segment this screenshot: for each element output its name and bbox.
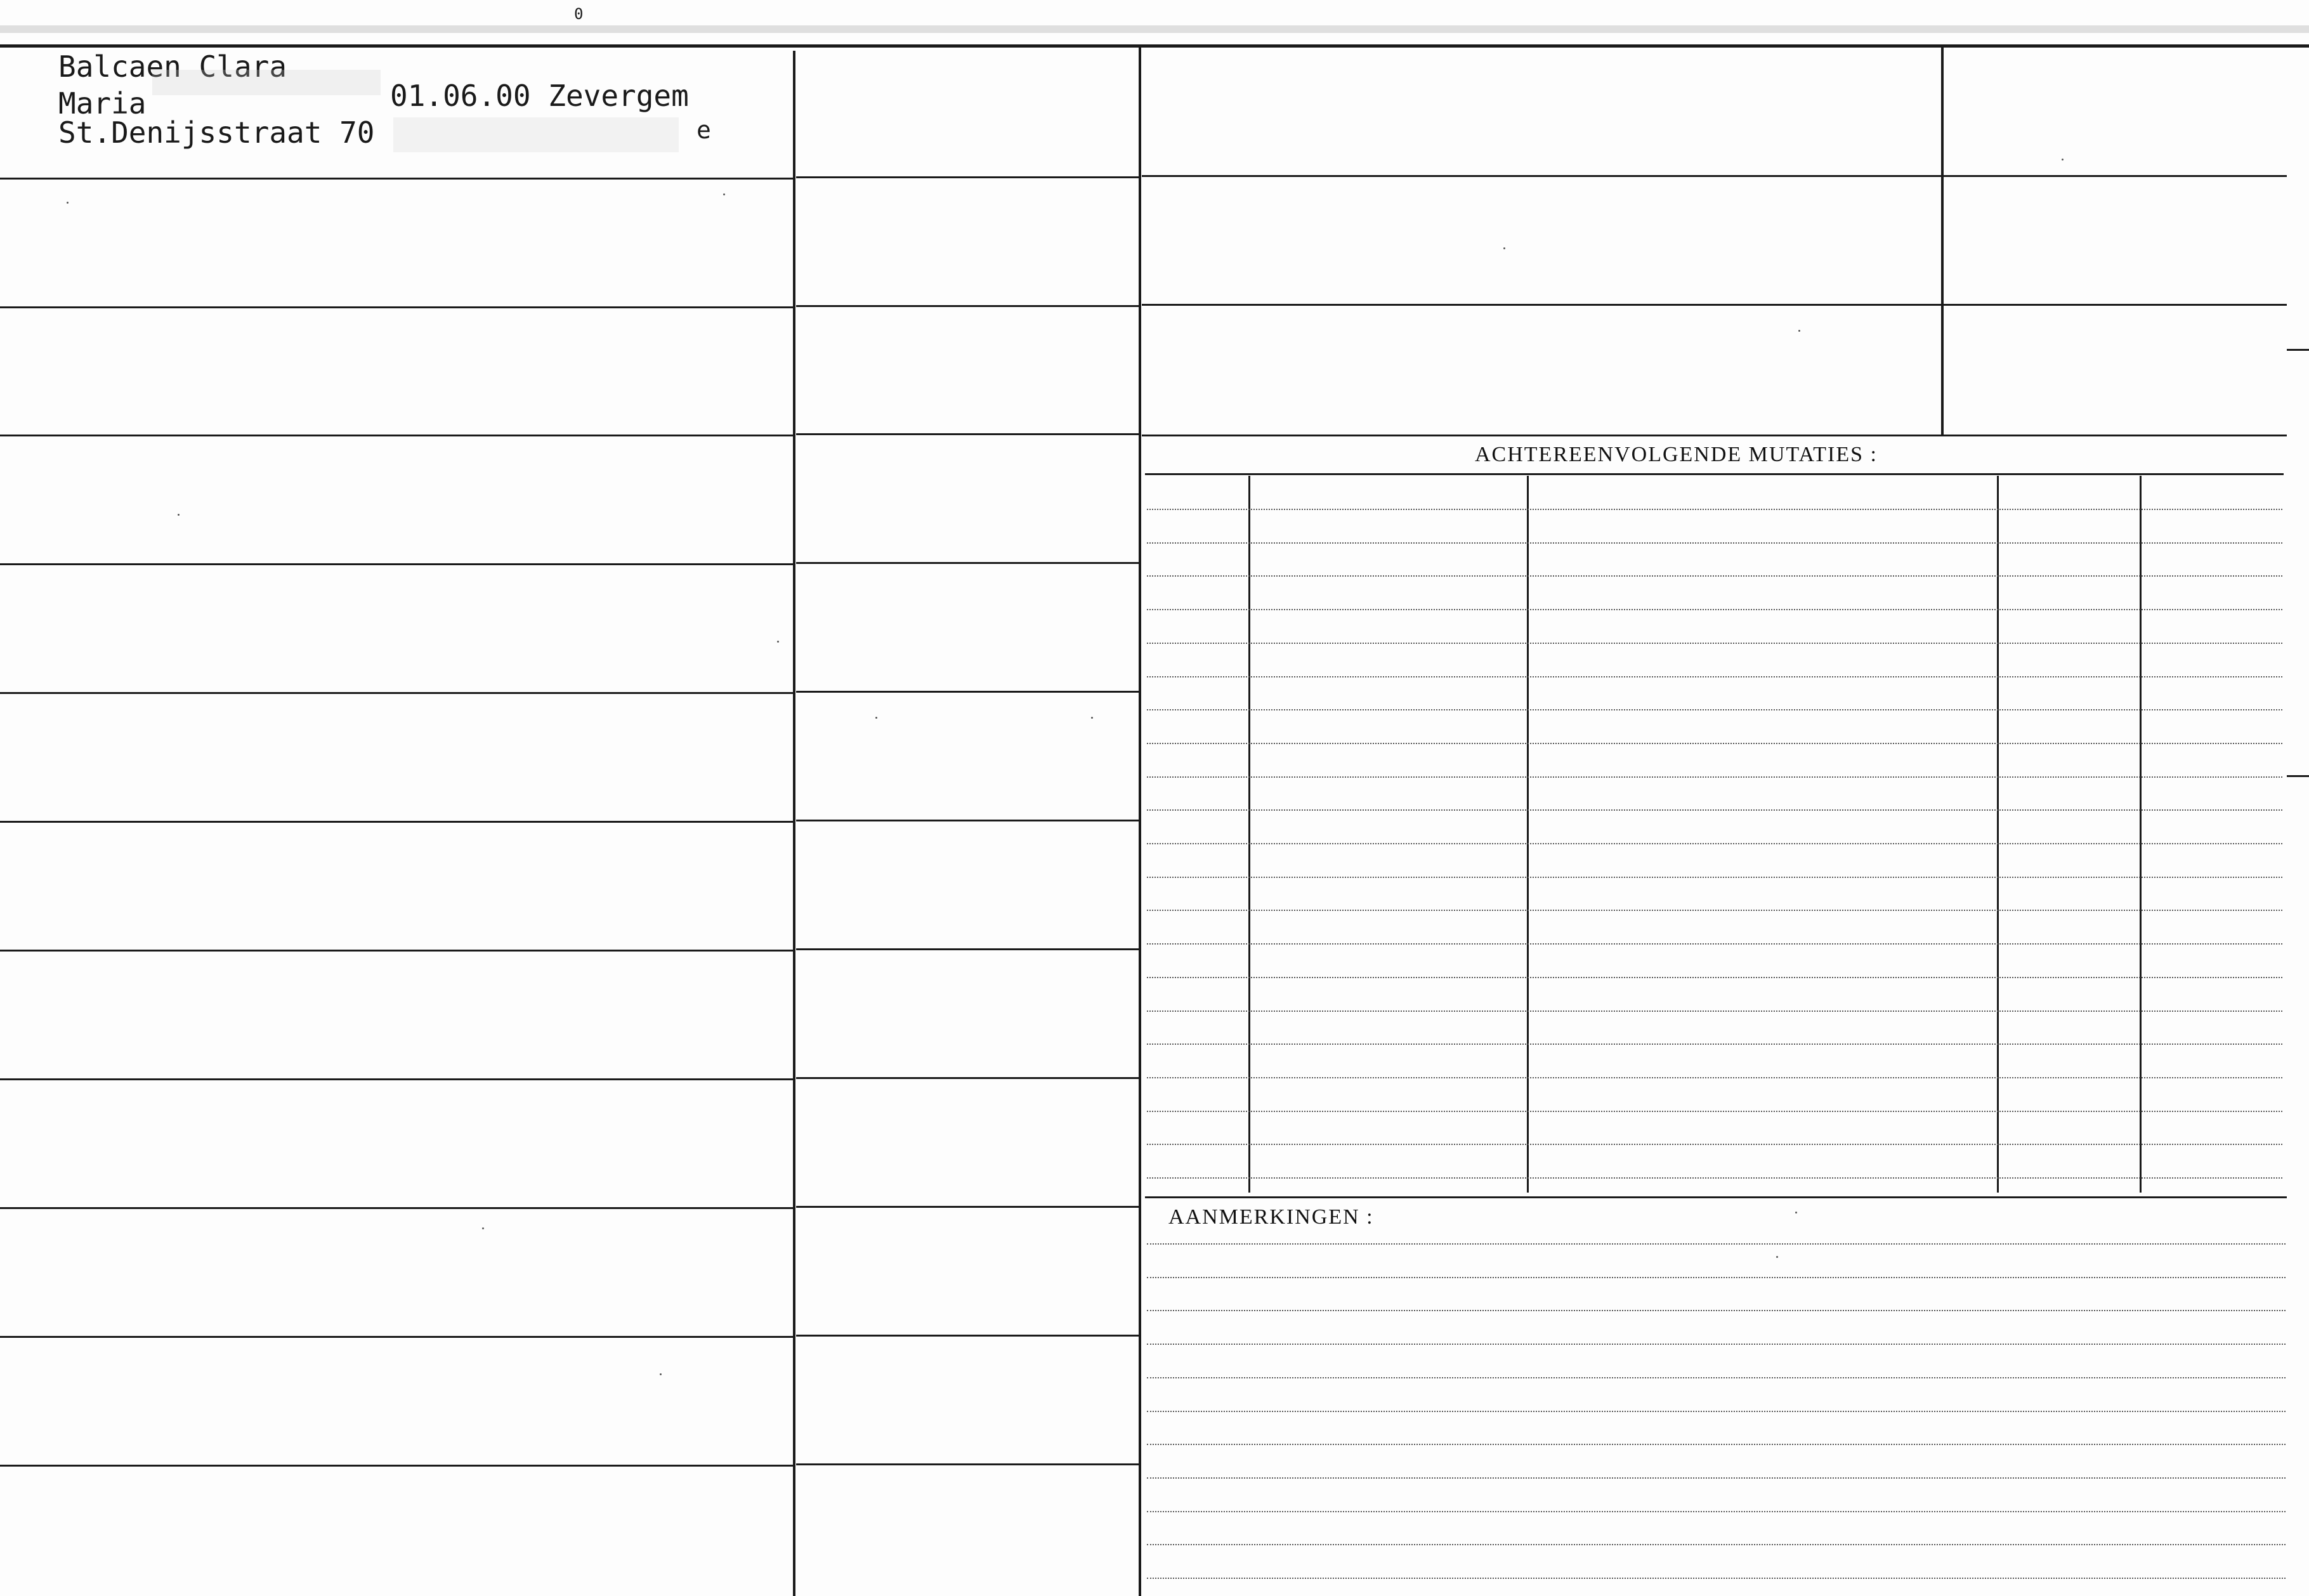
- top-rule: [0, 44, 2309, 48]
- mutaties-row-line: [1147, 809, 2282, 811]
- speck: [875, 717, 877, 719]
- column-divider-1: [793, 51, 795, 1596]
- mutaties-bottom-rule: [1145, 1196, 2287, 1198]
- smudge: [152, 70, 381, 95]
- row-rule: [0, 563, 793, 565]
- speck: [1776, 1256, 1778, 1258]
- mutaties-row-line: [1147, 1011, 2282, 1012]
- speck: [67, 202, 69, 204]
- mutaties-col: [1248, 476, 1250, 1193]
- mutaties-row-line: [1147, 910, 2282, 911]
- aanmerkingen-row-line: [1147, 1511, 2286, 1512]
- mutaties-row-line: [1147, 1043, 2282, 1045]
- mutaties-row-line: [1147, 676, 2282, 677]
- aanmerkingen-row-line: [1147, 1578, 2286, 1579]
- mutaties-row-line: [1147, 1177, 2282, 1179]
- column-divider-3: [1941, 48, 1944, 435]
- mutaties-col: [2140, 476, 2142, 1193]
- aanmerkingen-row-line: [1147, 1344, 2286, 1345]
- mutaties-row-line: [1147, 1111, 2282, 1112]
- row-rule: [1142, 304, 2287, 306]
- aanmerkingen-row-line: [1147, 1477, 2286, 1479]
- mutaties-row-line: [1147, 643, 2282, 644]
- row-rule: [796, 948, 1139, 950]
- aanmerkingen-row-line: [1147, 1377, 2286, 1378]
- mutaties-title: ACHTEREENVOLGENDE MUTATIES :: [1475, 443, 1878, 466]
- aanmerkingen-row-line: [1147, 1444, 2286, 1445]
- aanmerkingen-row-line: [1147, 1277, 2286, 1278]
- speck: [1798, 330, 1800, 332]
- row-rule: [796, 1077, 1139, 1079]
- smudge: [393, 117, 679, 152]
- row-rule: [796, 176, 1139, 178]
- mutaties-row-line: [1147, 843, 2282, 844]
- speck: [660, 1373, 662, 1375]
- top-mark: 0: [574, 5, 584, 23]
- speck: [1795, 1212, 1797, 1213]
- speck: [178, 514, 180, 516]
- marker-e: e: [697, 116, 711, 144]
- mutaties-row-line: [1147, 575, 2282, 577]
- aanmerkingen-row-line: [1147, 1310, 2286, 1311]
- mutaties-col: [1997, 476, 1999, 1193]
- row-rule: [0, 1465, 793, 1467]
- row-rule: [0, 178, 793, 180]
- speck: [723, 193, 725, 195]
- row-rule: [1142, 175, 2287, 177]
- aanmerkingen-title: AANMERKINGEN :: [1168, 1205, 1374, 1229]
- speck: [482, 1227, 484, 1229]
- aanmerkingen-row-line: [1147, 1544, 2286, 1545]
- margin-tick: [2287, 349, 2309, 351]
- row-rule: [0, 1078, 793, 1080]
- row-rule: [796, 433, 1139, 435]
- birth-date-place: 01.06.00 Zevergem: [390, 79, 689, 113]
- speck: [777, 641, 779, 643]
- address-line: St.Denijsstraat 70: [58, 115, 375, 150]
- row-rule: [796, 820, 1139, 821]
- aanmerkingen-row-line: [1147, 1243, 2286, 1245]
- mutaties-row-line: [1147, 542, 2282, 544]
- row-rule: [0, 435, 793, 436]
- row-rule: [0, 306, 793, 308]
- mutaties-row-line: [1147, 609, 2282, 610]
- surname-line: Balcaen Clara: [58, 49, 287, 84]
- mutaties-row-line: [1147, 877, 2282, 878]
- mutaties-row-line: [1147, 776, 2282, 778]
- row-rule: [0, 1336, 793, 1338]
- mutaties-row-line: [1147, 1144, 2282, 1145]
- row-rule: [796, 305, 1139, 307]
- mutaties-top-rule: [1142, 435, 2287, 436]
- row-rule: [796, 562, 1139, 564]
- margin-tick: [2287, 775, 2309, 777]
- mutaties-row-line: [1147, 709, 2282, 710]
- aanmerkingen-row-line: [1147, 1411, 2286, 1412]
- row-rule: [0, 821, 793, 823]
- top-edge-strip: [0, 25, 2309, 33]
- row-rule: [796, 1463, 1139, 1465]
- column-divider-2: [1139, 48, 1141, 1596]
- speck: [1503, 247, 1505, 249]
- speck: [2062, 159, 2064, 160]
- row-rule: [0, 950, 793, 952]
- mutaties-row-line: [1147, 977, 2282, 978]
- row-rule: [796, 1335, 1139, 1337]
- given-name-line: Maria: [58, 86, 147, 121]
- mutaties-col: [1527, 476, 1529, 1193]
- row-rule: [0, 692, 793, 694]
- row-rule: [796, 691, 1139, 693]
- mutaties-row-line: [1147, 509, 2282, 510]
- speck: [1091, 717, 1093, 719]
- mutaties-row-line: [1147, 743, 2282, 744]
- row-rule: [0, 1207, 793, 1209]
- mutaties-row-line: [1147, 943, 2282, 945]
- row-rule: [796, 1206, 1139, 1208]
- mutaties-header-rule: [1145, 473, 2284, 475]
- mutaties-row-line: [1147, 1077, 2282, 1078]
